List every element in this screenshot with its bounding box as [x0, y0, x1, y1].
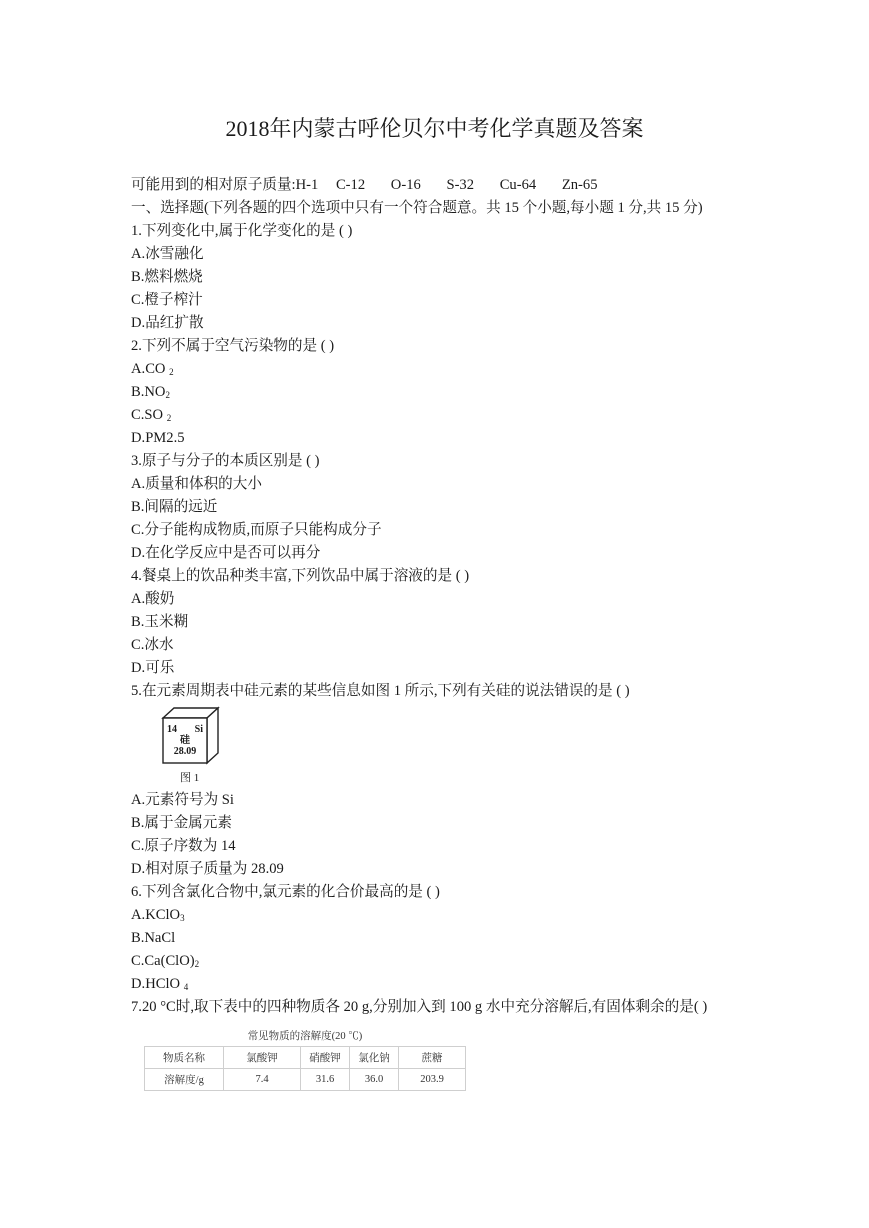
figure-caption: 图 1: [180, 772, 200, 784]
question-1-option-a: A.冰雪融化: [131, 246, 204, 262]
question-4-option-c: C.冰水: [131, 637, 174, 653]
section-heading: 一、选择题(下列各题的四个选项中只有一个符合题意。共 15 个小题,每小题 1 分,共 15 分): [131, 200, 703, 216]
question-3-option-b: B.间隔的远近: [131, 499, 218, 515]
question-3-option-c: C.分子能构成物质,而原子只能构成分子: [131, 522, 382, 538]
table-cell: 溶解度/g: [145, 1069, 224, 1091]
document-title: 2018年内蒙古呼伦贝尔中考化学真题及答案: [225, 116, 644, 141]
atomic-mass-label: 可能用到的相对原子质量:H-1: [131, 177, 319, 193]
element-symbol: Si: [194, 724, 203, 735]
question-2-option-a: A.CO $_2$: [131, 361, 174, 377]
question-2-stem: 2.下列不属于空气污染物的是 ( ): [131, 338, 335, 354]
atomic-mass-c: C-12: [335, 177, 366, 193]
question-1-option-b: B.燃料燃烧: [131, 269, 203, 285]
table-cell: 31.6: [301, 1069, 350, 1091]
table-cell: 7.4: [224, 1069, 301, 1091]
question-4-option-d: D.可乐: [131, 660, 175, 676]
question-4-option-b: B.玉米糊: [131, 614, 189, 630]
atomic-mass-zn: Zn-65: [561, 177, 598, 193]
question-6-stem: 6.下列含氯化合物中,氯元素的化合价最高的是 ( ): [131, 884, 440, 900]
table-header-cell: 物质名称: [145, 1047, 224, 1069]
atomic-mass-o: O-16: [390, 177, 421, 193]
question-3-stem: 3.原子与分子的本质区别是 ( ): [131, 453, 320, 469]
table-header-cell: 氯酸钾: [224, 1047, 301, 1069]
table-header-cell: 氯化钠: [350, 1047, 399, 1069]
table-row: [145, 1069, 466, 1091]
question-6-option-d: D.HClO $_4$: [131, 976, 189, 992]
question-6-option-c: $C.Ca(ClO)_2$: [131, 953, 200, 969]
question-2-option-d: D.PM2.5: [131, 430, 185, 446]
table-cell: 203.9: [399, 1069, 466, 1091]
question-7-stem: 7.20 °C时,取下表中的四种物质各 20 g,分别加入到 100 g 水中充分溶解后,有固体剩余的是( ): [131, 999, 708, 1015]
question-1-stem: 1.下列变化中,属于化学变化的是 ( ): [131, 223, 353, 239]
element-atomic-number: 14: [167, 724, 177, 735]
atomic-mass-s: S-32: [446, 177, 475, 193]
table-header-cell: 蔗糖: [399, 1047, 466, 1069]
question-2-option-c: C.SO $_2$: [131, 407, 172, 423]
element-mass: 28.09: [173, 746, 197, 757]
question-4-stem: 4.餐桌上的饮品种类丰富,下列饮品中属于溶液的是 ( ): [131, 568, 470, 584]
question-6-option-a: A.KClO$_3$: [131, 907, 185, 923]
table-header-cell: 硝酸钾: [301, 1047, 350, 1069]
question-5-option-a: A.元素符号为 Si: [131, 792, 234, 808]
question-3-option-a: A.质量和体积的大小: [131, 476, 262, 492]
question-6-option-b: B.NaCl: [131, 930, 176, 946]
atomic-mass-cu: Cu-64: [499, 177, 537, 193]
question-1-option-c: C.橙子榨汁: [131, 292, 203, 308]
question-2-option-b: $B.NO_2$: [131, 384, 170, 400]
table-caption: 常见物质的溶解度(20 ℃): [145, 1025, 466, 1047]
table-header-row: [145, 1047, 466, 1069]
question-3-option-d: D.在化学反应中是否可以再分: [131, 545, 321, 561]
element-name: 硅: [180, 735, 190, 746]
question-5-option-c: C.原子序数为 14: [131, 838, 236, 854]
question-1-option-d: D.品红扩散: [131, 315, 204, 331]
question-4-option-a: A.酸奶: [131, 591, 175, 607]
question-5-option-b: B.属于金属元素: [131, 815, 232, 831]
question-5-stem: 5.在元素周期表中硅元素的某些信息如图 1 所示,下列有关硅的说法错误的是 ( ): [131, 683, 630, 699]
atomic-masses-line: [131, 175, 620, 195]
table-cell: 36.0: [350, 1069, 399, 1091]
question-5-option-d: D.相对原子质量为 28.09: [131, 861, 284, 877]
solubility-table: [144, 1025, 466, 1091]
